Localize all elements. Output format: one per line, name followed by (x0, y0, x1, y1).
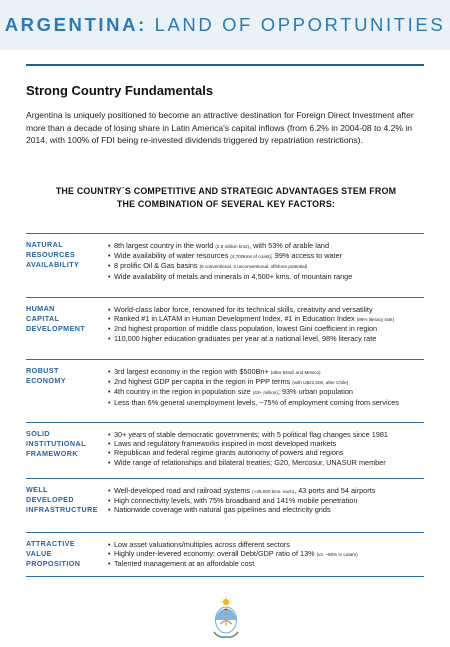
bullet-text: 8 prolific Oil & Gas basins (114, 261, 200, 271)
bullet-note: (after Brazil and Mexico) (270, 370, 321, 375)
factor-bullet (108, 496, 424, 505)
factor-bullet (108, 272, 424, 281)
bullet-text: Highly under-levered economy; overall Debt/GDP ratio of 13% (114, 549, 317, 559)
factor-bullets (108, 486, 424, 515)
bullet-text: Well-developed road and railroad systems (114, 486, 253, 495)
factor-label: NATURAL RESOURCES AVAILABILITY (26, 240, 80, 270)
bullet-text: 4th country in the region in population size (114, 387, 253, 397)
factor-label: ATTRACTIVE VALUE PROPOSITION (26, 539, 81, 569)
bullet-note: (98% literacy rate) (356, 317, 394, 323)
bullet-text: Less than 6% general unemployment levels, ~75% of employment coming from services (114, 397, 399, 407)
factor-bullet (108, 398, 424, 407)
factor-bullet (108, 305, 424, 314)
factor-bullet (108, 430, 424, 439)
bullet-text-after: ; 93% urban population (277, 387, 353, 397)
bullet-text: 2nd highest proportion of middle class population, lowest Gini coefficient in region (114, 324, 378, 334)
factor-bullet (108, 549, 424, 559)
factor-bullet (108, 314, 424, 324)
bullet-text: Ranked #1 in LATAM in Human Development Index, #1 in Education Index (114, 314, 357, 324)
advantages-heading: THE COUNTRY´S COMPETITIVE AND STRATEGIC ADVANTAGES STEM FROM THE COMBINATION OF SEVERAL KEY FACTORS: (55, 186, 397, 209)
bullet-text: Low asset valuations/multiples across different sectors (114, 540, 290, 549)
factor-row (26, 532, 424, 569)
factor-bullet (108, 505, 424, 514)
bullet-text: Republican and federal regime grants autonomy of powers and regions (114, 448, 344, 458)
factor-bullet (108, 448, 424, 457)
factor-row (26, 422, 424, 467)
section-title: Strong Country Fundamentals (26, 83, 214, 98)
factor-row (26, 233, 424, 281)
factor-row (26, 359, 424, 407)
factor-bullet (108, 334, 424, 343)
factor-row (26, 297, 424, 343)
argentina-coat-of-arms-icon (210, 596, 242, 640)
bullet-note: (vs. ~60% in Latam) (316, 552, 358, 558)
bullet-note: (+35,000 kms. each) (252, 489, 295, 494)
factor-bullets (108, 367, 424, 407)
bullet-text: World-class labor force, renowned for its technical skills, creativity and versatility (114, 305, 373, 314)
factor-bullet (108, 251, 424, 261)
bullet-text: 3rd largest economy in the region with $500Bn+ (114, 367, 271, 376)
factor-bullets (108, 430, 424, 467)
bullet-text: Wide availability of metals and minerals in 4,500+ kms. of mountain range (114, 271, 353, 281)
factor-bullets (108, 305, 424, 343)
factor-bullet (108, 540, 424, 549)
bullet-text: 110,000 higher education graduates per year at a national level, 98% literacy rate (114, 333, 377, 343)
factor-bullets (108, 540, 424, 569)
banner-title-rest: LAND OF OPPORTUNITIES (146, 14, 446, 35)
bullet-note: (4,700kms of coast) (230, 254, 271, 260)
factor-bullet (108, 241, 424, 251)
bullet-text: Wide availability of water resources (114, 251, 231, 261)
bullet-text: 2nd highest GDP per capita in the region in PPP terms (114, 377, 293, 387)
factor-bullet (108, 458, 424, 467)
bullet-text-after: , 43 ports and 54 airports (294, 486, 376, 495)
top-divider (26, 64, 424, 66)
factor-label: HUMAN CAPITAL DEVELOPMENT (26, 304, 86, 334)
bullet-text: Wide range of relationships and bilateral treaties; G20, Mercosur, UNASUR member (114, 457, 386, 467)
intro-paragraph: Argentina is uniquely positioned to become an attractive destination for Foreign Direct Investment after more than a decade of losing share in Latin America's capital inflows (from 6.2% in 2004-08 to 4.2% in 2014, with 100% of FDI being re-invested dividends triggered by repatriation restrictions). (26, 110, 414, 145)
banner-title-bold: ARGENTINA: (4, 14, 147, 35)
bullet-note: (with U$22,500, after Chile) (292, 380, 349, 386)
page-banner (5, 14, 446, 36)
bullet-note: (43+ million) (252, 390, 278, 396)
bullet-text-after: , with 53% of arable land (249, 241, 330, 250)
factor-bullet (108, 439, 424, 448)
bullet-text: Talented management at an affordable cost (114, 559, 255, 569)
bullet-text: Nationwide coverage with natural gas pipelines and electricity grids (114, 505, 331, 515)
factor-bullet (108, 377, 424, 387)
factor-label: SOLID INSTITUTIONAL FRAMEWORK (26, 429, 86, 459)
bullet-text: 30+ years of stable democratic governments; with 5 political flag changes since 1981 (114, 430, 388, 439)
bullet-text: 8th largest country in the world (114, 241, 216, 250)
factor-bullet (108, 559, 424, 568)
factor-row (26, 478, 424, 515)
factor-bullets (108, 241, 424, 281)
factor-bullet (108, 387, 424, 397)
factor-label: WELL DEVELOPED INFRASTRUCTURE (26, 485, 98, 515)
header-band (0, 0, 450, 50)
bullet-note: (5 conventional, 3 unconventional, offshore potential) (199, 264, 308, 270)
bullet-text: High connectivity levels, with 75% broadband and 141% mobile penetration (114, 496, 358, 506)
bottom-divider (26, 576, 424, 577)
factor-bullet (108, 486, 424, 496)
bullet-text-after: ; 99% access to water (270, 251, 343, 261)
bullet-note: (2.8 million km2) (215, 244, 250, 249)
factor-bullet (108, 261, 424, 271)
factor-label: ROBUST ECONOMY (26, 366, 66, 386)
factor-bullet (108, 324, 424, 333)
factor-bullet (108, 367, 424, 377)
bullet-text: Laws and regulatory frameworks inspired in most developed markets (114, 439, 337, 449)
